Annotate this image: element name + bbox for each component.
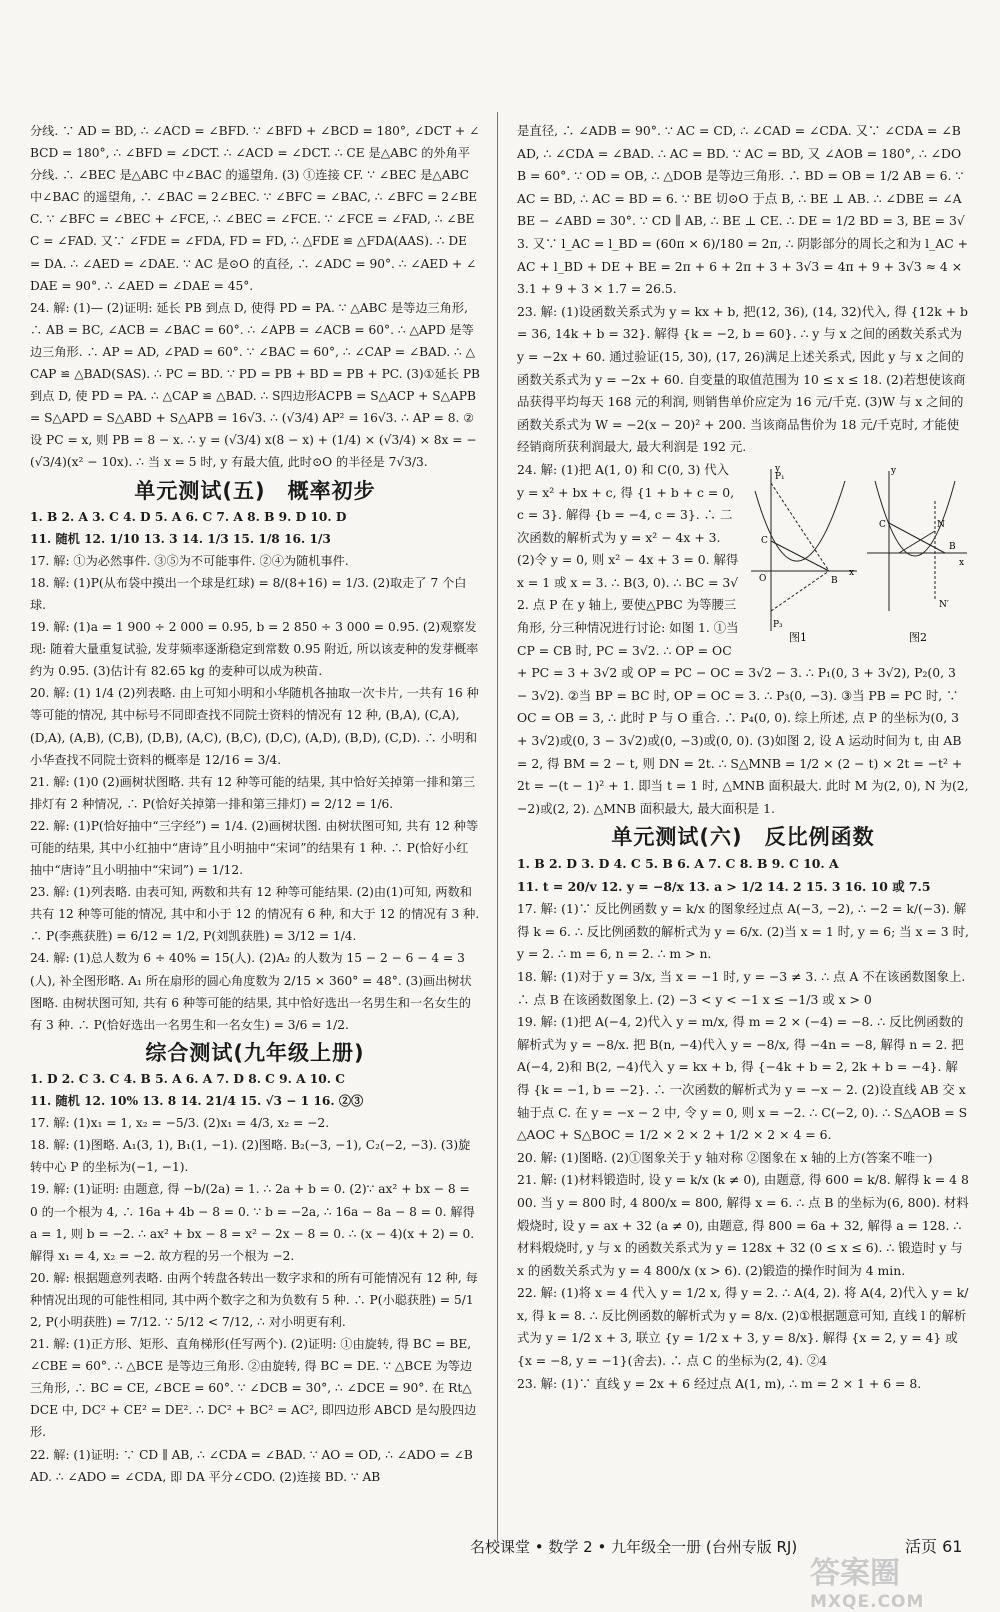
fill-answers: 11. t = 20/v 12. y = −8/x 13. a > 1/2 14. 2 15. 3 16. 10 或 7.5 xyxy=(517,878,931,894)
axis-label: y xyxy=(775,463,781,474)
column-divider xyxy=(497,112,498,1542)
answer-22: 22. 解: (1)证明: ∵ CD ∥ AB, ∴ ∠CDA = ∠BAD. ∵ AO = OD, ∴ ∠ADO = ∠BAD. ∴ ∠ADO = ∠CDA, 即 DA 平分∠CDO. (2)连接 BD. ∵ AB xyxy=(30,1447,473,1484)
answer-23: 23. 解: (1)设函数关系式为 y = kx + b, 把(12, 36), (14, 32)代入, 得 {12k + b = 36, 14k + b = 32}. 解得 {k = −2, b = 60}. ∴ y 与 x 之间的函数关系式为 y = −2x + 60. 通过验证(15, 30), (17, 26)满足上述关系式, 因此 y 与 x 之间的函数关系式为 y = −2x + 60. 自变量的取值范围为 10 ≤ x ≤ 18. (2)若想使该商品获得平均每天 168 元的利润, 则销售单价应定为 16 元/千克. (3)W 与 x 之间的函数关系式为 W = −2(x − 20)² + 200. 当该商品售价为 18 元/千克时, 才能使经销商所获利润最大, 最大利润是 192 元. xyxy=(517,303,968,455)
figure-caption: 图2 xyxy=(909,630,927,644)
point-label: N xyxy=(937,519,945,530)
answer-paragraph: 分线. ∵ AD = BD, ∴ ∠ACD = ∠BFD. ∵ ∠BFD + ∠BCD = 180°, ∠DCT + ∠BCD = 180°, ∴ ∠BFD = ∠DCT. ∴ ∠ACD = ∠DCT. ∴ CE 是△ABC 的外角平分线. ∴ ∠BEC 是△ABC 中∠BAC 的遥望角. (3) ①连接 CF. ∵ ∠BEC 是△ABC 中∠BAC 的遥望角, ∴ ∠BAC = 2∠BEC. ∵ ∠BFC = ∠BAC, ∴ ∠BFC = 2∠BEC. ∵ ∠BFC = ∠BEC + ∠FCE, ∴ ∠BEC = ∠FCE. ∵ ∠FCE = ∠FAD, ∴ ∠BEC = ∠FAD. 又∵ ∠FDE = ∠FDA, FD = FD, ∴ △FDE ≌ △FDA(AAS). ∴ DE = DA. ∴ ∠AED = ∠DAE. ∵ AC 是⊙O 的直径, ∴ ∠ADC = 90°. ∴ ∠AED + ∠DAE = 90°. ∴ ∠AED = ∠DAE = 45°. xyxy=(30,124,480,293)
point-label: C xyxy=(879,519,886,530)
answer-24: 24. 解: (1)— (2)证明: 延长 PB 到点 D, 使得 PD = PA. ∵ △ABC 是等边三角形, ∴ AB = BC, ∠ACB = ∠BAC = 60°. ∴ ∠APB = ∠ACB = 60°. ∴ △APD 是等边三角形. ∴ AP = AD, ∠PAD = 60°. ∵ ∠BAC = 60°, ∴ ∠CAP = ∠BAD. ∴ △CAP ≌ △BAD(SAS). ∴ PC = BD. ∵ PD = PB + BD = PB + PC. (3)①延长 PB 到点 D, 使 PD = PA. ∴ △CAP ≌ △BAD. ∴ S四边形ACPB = S△ACP + S△APB = S△APD = S△ABD + S△APB = 16√3. ∴ (√3/4) AP² = 16√3. ∴ AP = 8. ②设 PC = x, 则 PB = 8 − x. ∴ y = (√3/4) x(8 − x) + (1/4) × (√3/4) × 8x = −(√3/4)(x² − 10x). ∴ 当 x = 5 时, y 有最大值, 此时⊙O 的半径是 7√3/3. xyxy=(30,300,481,470)
answer-24: 24. 解: (1)总人数为 6 ÷ 40% = 15(人). (2)A₂ 的人数为 15 − 2 − 6 − 4 = 3(人), 补全图形略. A₁ 所在扇形的圆心角度数为 2/15 × 360° = 48°. (3)画出树状图略. 由树状图可知, 共有 6 种等可能的结果, 其中恰好选出一名男生和一名女生的有 3 种. ∴ P(恰好选出一名男生和一名女生) = 3/6 = 1/2. xyxy=(30,951,472,1032)
answer-24: 24. 解: (1)把 A(1, 0) 和 C(0, 3) 代入 y = x² + bx + c, 得 {1 + b + c = 0, c = 3}. 解得 {b = −4, c = 3}. ∴ 二次函数的解析式为 y = x² − 4x + 3. (2)令 y = 0, 则 x² − 4x + 3 = 0. 解得 x = 1 或 x = 3. ∴ B(3, 0). ∴ BC = 3√2. 点 P 在 y 轴上, 要使△PBC 为等腰三角形, 分三种情况进行讨论: 如图 1. ①当 CP = CB 时, PC = 3√2. ∴ OP = OC + PC = 3 + 3√2 或 OP = PC − OC = 3√2 − 3. ∴ P₁(0, 3 + 3√2), P₂(0, 3 − 3√2). ②当 BP = BC 时, OP = OC = 3. ∴ P₃(0, −3). ③当 PB = PC 时, ∵ OC = OB = 3, ∴ 此时 P 与 O 重合. ∴ P₄(0, 0). 综上所述, 点 P 的坐标为(0, 3 + 3√2)或(0, 3 − 3√2)或(0, −3)或(0, 0). (3)如图 2, 设 A 运动时间为 t, 由 AB = 2, 得 BM = 2 − t, 则 DN = 2t. ∴ S△MNB = 1/2 × (2 − t) × 2t = −t² + 2t = −(t − 1)² + 1. 即当 t = 1 时, △MNB 面积最大. 此时 M 为(2, 0), N 为(2, −2)或(2, 2). △MNB 面积最大, 最大面积是 1. xyxy=(517,461,969,816)
page-number: 活页 61 xyxy=(905,1537,963,1556)
mcq-answers: 1. D 2. C 3. C 4. B 5. A 6. A 7. D 8. C 9. A 10. C xyxy=(30,1071,345,1086)
answer-22: 22. 解: (1)P(恰好抽中“三字经”) = 1/4. (2)画树状图. 由树状图可知, 共有 12 种等可能的结果, 其中小红抽中“唐诗”且小明抽中“宋词”的结果有 1 种. ∴ P(恰好小红抽中“唐诗”且小明抽中“宋词”) = 1/12. xyxy=(30,818,479,878)
answer-18: 18. 解: (1)P(从布袋中摸出一个球是红球) = 8/(8+16) = 1/3. (2)取走了 7 个白球. xyxy=(30,575,467,612)
answer-17: 17. 解: (1)x₁ = 1, x₂ = −5/3. (2)x₁ = 4/3, x₂ = −2. xyxy=(30,1116,330,1131)
axis-label: y xyxy=(891,465,897,476)
book-footer: 名校课堂 • 数学 2 • 九年级全一册 (台州专版 RJ) xyxy=(470,1538,798,1556)
segment-mn xyxy=(899,531,935,553)
axis-label: x xyxy=(959,557,965,568)
dashed-segment xyxy=(771,571,829,611)
point-label: B xyxy=(831,575,838,586)
mcq-answers: 1. B 2. A 3. C 4. D 5. A 6. C 7. A 8. B 9. D 10. D xyxy=(30,509,347,524)
answer-21: 21. 解: (1)0 (2)画树状图略. 共有 12 种等可能的结果, 其中恰好关掉第一排和第三排灯有 2 种情况, ∴ P(恰好关掉第一排和第三排灯) = 2/12 = 1/6. xyxy=(30,774,476,811)
answer-17: 17. 解: (1)∵ 反比例函数 y = k/x 的图象经过点 A(−3, −2), ∴ −2 = k/(−3). 解得 k = 6. ∴ 反比例函数的解析式为 y = 6/x. (2)当 x = 1 时, y = 6; 当 x = 3 时, y = 2. ∴ m = 6, n = 2. ∴ m > n. xyxy=(517,901,969,962)
figure-2 xyxy=(867,471,967,611)
answer-23: 23. 解: (1)列表略. 由表可知, 两数和共有 12 种等可能结果. (2)由(1)可知, 两数和共有 12 种等可能的情况, 其中和小于 12 的情况有 6 种, 和大于 12 的情况有 3 种. ∴ P(李燕获胜) = 6/12 = 1/2, P(刘凯获胜) = 3/12 = 1/4. xyxy=(30,885,480,944)
point-label: P₃ xyxy=(773,619,783,630)
fill-answers: 11. 随机 12. 1/10 13. 3 14. 1/3 15. 1/8 16. 1/3 xyxy=(30,531,331,546)
watermark-logo: 答案圈 xyxy=(810,1556,900,1591)
answer-paragraph: 是直径, ∴ ∠ADB = 90°. ∵ AC = CD, ∴ ∠CAD = ∠CDA. 又∵ ∠CDA = ∠BAD, ∴ ∠CDA = ∠BAD. ∴ AC = BD. ∵ AC = BD, 又 ∠AOB = 180°, ∴ ∠DOB = 60°. ∵ OD = OB, ∴ △DOB 是等边三角形. ∴ BD = OB = 1/2 AB = 6. ∵ AC = BD, ∴ AC = BD = 6. ∵ BE 切⊙O 于点 B, ∴ BE ⊥ AB. ∴ ∠DBE = ∠ABE − ∠ABD = 30°. ∵ CD ∥ AB, ∴ BE ⊥ CE. ∴ DE = 1/2 BD = 3, BE = 3√3. 又∵ l_AC = l_BD = (60π × 6)/180 = 2π, ∴ 阴影部分的周长之和为 l_AC + AC + l_BD + DE + BE = 2π + 6 + 2π + 3 + 3√3 = 4π + 9 + 3√3 ≈ 4 × 3.1 + 9 + 3 × 1.7 = 26.5. xyxy=(517,123,969,297)
left-column xyxy=(30,120,480,1488)
section-title-text: 综合测试(九年级上册) xyxy=(145,1040,365,1065)
point-label: C xyxy=(761,535,768,546)
section-title-unit5 xyxy=(30,480,480,502)
point-label: P₁ xyxy=(775,471,785,482)
section-title-comprehensive xyxy=(30,1042,480,1064)
section-title-unit6 xyxy=(517,826,969,849)
axis-label: x xyxy=(849,567,855,578)
answer-21: 21. 解: (1)正方形、矩形、直角梯形(任写两个). (2)证明: ①由旋转, 得 BC = BE, ∠CBE = 60°. ∴ △BCE 是等边三角形. ②由旋转, 得 BC = DE. ∵ △BCE 为等边三角形, ∴ BC = CE, ∠BCE = 60°. ∵ ∠DCB = 30°, ∴ ∠DCE = 90°. 在 Rt△DCE 中, DC² + CE² = DE². ∴ DC² + BC² = AC², 即四边形 ABCD 是勾股四边形. xyxy=(30,1337,477,1440)
point-label: O xyxy=(759,573,767,584)
answer-19: 19. 解: (1)把 A(−4, 2)代入 y = m/x, 得 m = 2 × (−4) = −8. ∴ 反比例函数的解析式为 y = −8/x. 把 B(n, −4)代入 y = −8/x, 得 −4n = −8, 解得 n = 2. 把 A(−4, 2)和 B(2, −4)代入 y = kx + b, 得 {−4k + b = 2, 2k + b = −4}. 解得 {k = −1, b = −2}. ∴ 一次函数的解析式为 y = −x − 2. (2)设直线 AB 交 x 轴于点 C. 在 y = −x − 2 中, 令 y = 0, 则 x = −2. ∴ C(−2, 0). ∴ S△AOB = S△AOC + S△BOC = 1/2 × 2 × 2 + 1/2 × 2 × 4 = 6. xyxy=(517,1014,968,1143)
segment-cb xyxy=(771,541,829,571)
dashed-segment xyxy=(771,483,829,571)
answer-18: 18. 解: (1)对于 y = 3/x, 当 x = −1 时, y = −3 ≠ 3. ∴ 点 A 不在该函数图象上. ∴ 点 B 在该函数图象上. (2) −3 < y < −1 x ≤ −1/3 或 x > 0 xyxy=(517,968,966,1007)
section-title-text: 单元测试(六) xyxy=(611,825,743,850)
answer-17: 17. 解: ①为必然事件. ③⑤为不可能事件. ②④为随机事件. xyxy=(30,553,349,568)
answer-21: 21. 解: (1)材料锻造时, 设 y = k/x (k ≠ 0), 由题意, 得 600 = k/8. 解得 k = 4 800. 当 y = 800 时, 4 800/x = 800, 解得 x = 6. ∴ 点 B 的坐标为(6, 800). 材料煅烧时, 设 y = ax + 32 (a ≠ 0), 由题意, 得 800 = 6a + 32, 解得 a = 128. ∴ 材料煅烧时, y 与 x 的函数关系式为 y = 128x + 32 (0 ≤ x ≤ 6). ∴ 锻造时 y 与 x 的函数关系式为 y = 4 800/x (x > 6). (2)锻造的操作时间为 4 min. xyxy=(517,1172,969,1278)
watermark-url: MXQE.COM xyxy=(810,1592,925,1612)
right-column xyxy=(517,120,969,1395)
parabola-curve xyxy=(755,481,845,561)
section-subtitle-text: 反比例函数 xyxy=(764,825,875,850)
point-label: N′ xyxy=(939,599,949,610)
answer-18: 18. 解: (1)图略. A₁(3, 1), B₁(1, −1). (2)图略. B₂(−3, −1), C₂(−2, −3). (3)旋转中心 P 的坐标为(−1, −1). xyxy=(30,1138,471,1175)
answer-20: 20. 解: (1) 1/4 (2)列表略. 由上可知小明和小华随机各抽取一次卡片, 一共有 16 种等可能的情况, 其中标号不同即查找不同院士资料的情况有 12 种, (B,A), (C,A), (D,A), (A,B), (C,B), (D,B), (A,C), (B,C), (D,C), (A,D), (B,D), (C,D). ∴ 小明和小华查找不同院士资料的概率是 12/16 = 3/4. xyxy=(30,686,479,767)
section-subtitle-text: 概率初步 xyxy=(287,478,376,503)
point-label: B xyxy=(949,541,956,552)
fill-answers: 11. 随机 12. 10% 13. 8 14. 21/4 15. √3 − 1 16. ②③ xyxy=(30,1094,364,1109)
answer-23: 23. 解: (1)∵ 直线 y = 2x + 6 经过点 A(1, m), ∴ m = 2 × 1 + 6 = 8. xyxy=(517,1375,922,1391)
parabola-curve xyxy=(875,481,955,556)
answer-20: 20. 解: 根据题意列表略. 由两个转盘各转出一数字求和的所有可能情况有 12 种, 每种情况出现的可能性相同, 其中两个数字之和为负数有 5 种. ∴ P(小聪获胜) = 5/12, P(小明获胜) = 7/12. ∵ 5/12 < 7/12, ∴ 对小明更有利. xyxy=(30,1270,478,1329)
figure-1 xyxy=(751,469,857,631)
section-title-text: 单元测试(五) xyxy=(134,478,266,503)
answer-22: 22. 解: (1)将 x = 4 代入 y = 1/2 x, 得 y = 2. ∴ A(4, 2). 将 A(4, 2)代入 y = k/x, 得 k = 8. ∴ 反比例函数的解析式为 y = 8/x. (2)①根据题意可知, 直线 l 的解析式为 y = 1/2 x + 3, 联立 {y = 1/2 x + 3, y = 8/x}. 解得 {x = 2, y = 4} 或 {x = −8, y = −1}(舍去). ∴ 点 C 的坐标为(2, 4). ②4 xyxy=(517,1285,969,1369)
answer-20: 20. 解: (1)图略. (2)①图象关于 y 轴对称 ②图象在 x 轴的上方(答案不唯一) xyxy=(517,1149,933,1165)
parabola-figures xyxy=(749,461,969,646)
answer-19: 19. 解: (1)证明: 由题意, 得 −b/(2a) = 1. ∴ 2a + b = 0. (2)∵ ax² + bx − 8 = 0 的一个根为 4, ∴ 16a + 4b − 8 = 0. ∵ b = −2a, ∴ 16a − 8a − 8 = 0. 解得 a = 1, 则 b = −2. ∴ ax² + bx − 8 = x² − 2x − 8 = 0. ∴ (x − 4)(x + 2) = 0. 解得 x₁ = 4, x₂ = −2. 故方程的另一个根为 −2. xyxy=(30,1182,475,1263)
figure-caption: 图1 xyxy=(789,630,807,644)
figure-svg xyxy=(749,461,969,646)
mcq-answers: 1. B 2. D 3. D 4. C 5. B 6. A 7. C 8. B 9. C 10. A xyxy=(517,856,839,871)
answer-19: 19. 解: (1)a = 1 900 ÷ 2 000 = 0.95, b = 2 850 ÷ 3 000 = 0.95. (2)观察发现: 随着大量重复试验, 发芽频率逐渐稳定到常数 0.95 附近, 所以该麦种的发芽概率约为 0.95. (3)估计有 82.65 kg 的麦种可以成为秧苗. xyxy=(30,620,479,679)
watermark xyxy=(810,1548,924,1612)
